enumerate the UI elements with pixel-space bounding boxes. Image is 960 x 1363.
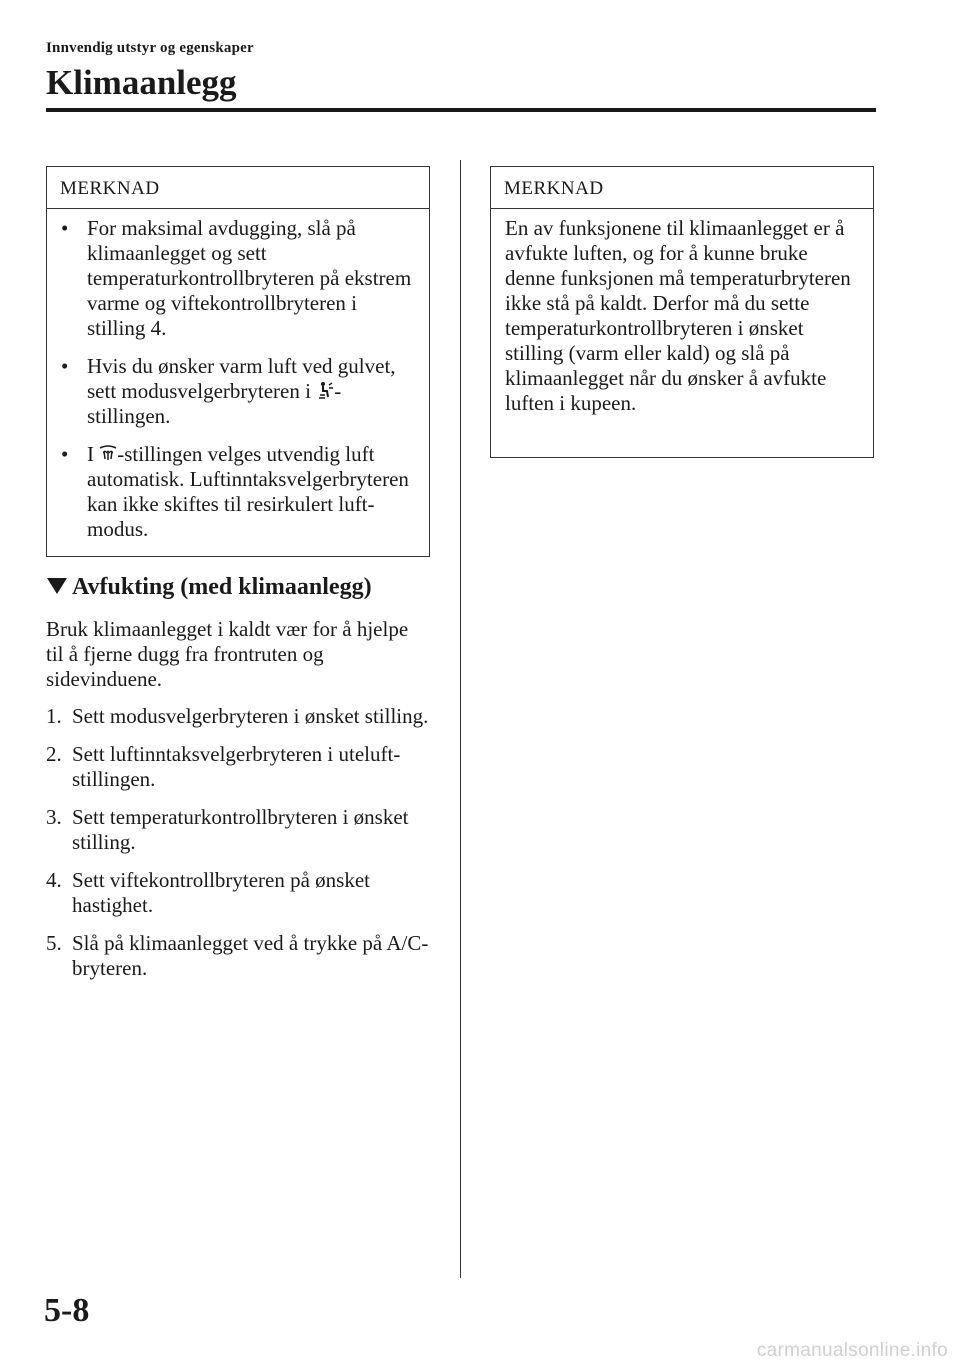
note-bullet-text: -stillingen velges utvendig luft automatisk. Luftinntaksvelgerbryteren kan ikke skiftes til resirkulert luft-modus. — [87, 442, 409, 541]
step-text: Sett modusvelgerbryteren i ønsket stilling. — [72, 704, 429, 728]
section-heading — [46, 572, 372, 602]
note-bullet-item — [61, 354, 417, 429]
page-title: Klimaanlegg — [46, 63, 237, 102]
note-text: En av funksjonene til klimaanlegget er å avfukte luften, og for å kunne bruke denne funksjonen må temperaturbryteren ikke stå på kaldt. Derfor må du sette temperaturkontrollbryteren i ønsket stilling (varm eller kald) og slå på klimaanlegget når du ønsker å avfukte luften i kupeen. — [505, 216, 851, 415]
bullet-icon: • — [61, 442, 69, 466]
note-box-right — [490, 166, 874, 458]
step-text: Sett viftekontrollbryteren på ønsket hastighet. — [72, 868, 371, 917]
step-item — [46, 868, 431, 918]
note-heading: MERKNAD — [491, 167, 873, 209]
page-number: 5-8 — [44, 1292, 90, 1329]
defroster-icon — [99, 444, 117, 462]
step-text: Slå på klimaanlegget ved å trykke på A/C-bryteren. — [72, 931, 429, 980]
bullet-icon: • — [61, 354, 69, 378]
step-number: 3. — [46, 805, 62, 829]
floor-airflow-icon — [316, 381, 334, 399]
section-heading-text: Avfukting (med klimaanlegg) — [72, 574, 372, 600]
step-text: Sett temperaturkontrollbryteren i ønsket stilling. — [72, 805, 409, 854]
step-item — [46, 742, 431, 792]
breadcrumb: Innvendig utstyr og egenskaper — [46, 40, 254, 56]
step-number: 5. — [46, 931, 62, 955]
step-item — [46, 805, 431, 855]
note-bullet-text: For maksimal avdugging, slå på klimaanlegget og sett temperaturkontrollbryteren på ekstrem varme og viftekontrollbryteren i stilling 4. — [87, 216, 412, 340]
triangle-down-icon — [46, 577, 68, 595]
bullet-icon: • — [61, 216, 69, 240]
note-bullet-item — [61, 442, 417, 542]
step-number: 2. — [46, 742, 62, 766]
step-number: 4. — [46, 868, 62, 892]
note-bullet-list — [61, 216, 417, 542]
site-watermark[interactable]: carmanualsonline.info — [756, 1340, 948, 1361]
step-text: Sett luftinntaksvelgerbryteren i uteluft-stillingen. — [72, 742, 401, 791]
note-box-left — [46, 166, 430, 557]
note-heading: MERKNAD — [47, 167, 429, 209]
note-bullet-text: -stillingen. — [87, 379, 342, 428]
step-number: 1. — [46, 704, 62, 728]
title-rule — [46, 108, 876, 112]
note-bullet-text: I — [87, 442, 100, 466]
column-divider — [460, 160, 461, 1278]
section-intro: Bruk klimaanlegget i kaldt vær for å hjelpe til å fjerne dugg fra frontruten og sidevinduene. — [46, 617, 409, 691]
note-bullet-text: Hvis du ønsker varm luft ved gulvet, sett modusvelgerbryteren i — [87, 354, 396, 403]
step-list — [46, 704, 431, 994]
note-bullet-item — [61, 216, 417, 341]
step-item — [46, 931, 431, 981]
step-item — [46, 704, 431, 729]
